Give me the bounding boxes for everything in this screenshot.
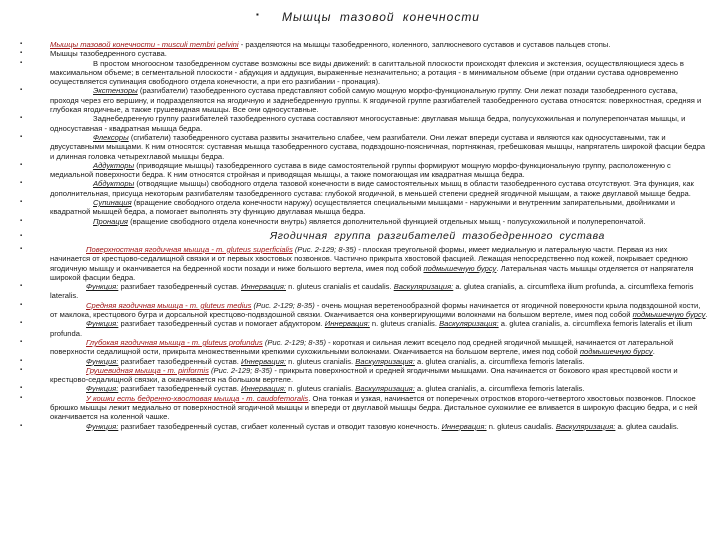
paragraph xyxy=(20,133,708,161)
muscle-text: - прикрыта поверхностной и средней ягодичными мышцами. Она начинается от бокового края крестцовой кости и крестцово-седалищной связки, а оканчивается на большом вертеле. xyxy=(50,365,678,385)
bullet-icon: ▪ xyxy=(20,394,23,401)
bullet-icon: ▪ xyxy=(20,245,23,252)
muscle-name: Грушевидная мышца - m. piriformis xyxy=(86,365,209,375)
muscle-description xyxy=(20,301,708,320)
bullet-icon: ▪ xyxy=(20,366,23,373)
bullet-icon: ▪ xyxy=(20,199,23,206)
innervation-label: Иннервация: xyxy=(324,319,370,329)
bullet-icon: ▪ xyxy=(20,320,23,327)
muscle-text: - очень мощная веретенообразной формы начинается от ягодичной поверхности крыла подвздошной кости, от маклока, крестцового бугра и дорсальной крестцово-подвздошной связки. Оканчивается она конвергирующими волокнами на большом вертеле, имея под собой xyxy=(50,300,701,320)
paragraph xyxy=(20,86,708,114)
bursa-term: подмышечную бурсу xyxy=(579,347,653,357)
paragraph-text: (вращение свободного отдела конечности наружу) осуществляется специальными мышцами - наружными и внутренним запирательными, двойниками и квадратной мышцей бедра, а помогает выполнять эту функцию двуглавая мышца бедра. xyxy=(50,198,675,217)
paragraph xyxy=(20,59,708,87)
figure-ref: (Рис. 2-129; 8-35) xyxy=(262,337,327,347)
paragraph-text: В простом многоосном тазобедренном суставе возможны все виды движений: в сагиттальной плоскости происходят флексия и экстензия, осуществляющиеся здесь в максимальном объеме; в сегментальной плоскости - абдукция и аддукция, выраженные незначительно; а ротация - в минимальном объеме (при отдании сустава одновременно осуществляется супинация свободного отдела конечности, а при его разгибании - пронация). xyxy=(50,58,684,87)
term-lead: Аддукторы xyxy=(93,160,135,170)
bullet-icon: ▪ xyxy=(20,50,23,57)
function-label: Функция: xyxy=(86,384,119,394)
vasc-text: a. glutea cranialis, a. circumflexa femoris lateralis et ilium profunda. xyxy=(50,319,693,338)
muscle-name: Поверхностная ягодичная мышца - m. gluteus superficialis xyxy=(86,244,293,254)
innervation-text: n. gluteus caudalis. xyxy=(488,421,554,431)
section-heading: Ягодичная группа разгибателей тазобедренного сустава xyxy=(270,229,605,242)
bullet-icon: ▪ xyxy=(20,338,23,345)
vasc-text: a. glutea cranialis, a. circumflexa femoris lateralis. xyxy=(416,356,585,366)
vasc-text: a. glutea caudalis. xyxy=(617,421,679,431)
paragraph xyxy=(20,198,708,217)
paragraph xyxy=(20,161,708,180)
muscle-name: Глубокая ягодичная мышца - m. gluteus profundus xyxy=(86,337,263,347)
function-label: Функция: xyxy=(86,319,119,329)
paragraph-text: - разделяются на мышцы тазобедренного, коленного, заплюсневого суставов и суставов пальцев стопы. xyxy=(238,40,611,49)
bullet-icon: ▪ xyxy=(20,232,23,239)
bursa-term: подмышечную бурсу xyxy=(423,263,497,273)
vasc-text: a. glutea cranialis, a. circumflexa femoris lateralis. xyxy=(416,384,585,394)
paragraph-text: (разгибатели) тазобедренного сустава представляют собой самую мощную морфо-функциональную группу. Они лежат позади тазобедренного сустава, проходя через его вершину, и подразделяются на ягодичную и заднебедренную группы. К ягодичной группе разгибателей тазобедренного сустава относятся: поверхностная, средняя и глубокая ягодичные, а также грушевидная мышцы. Все они односуставные. xyxy=(50,86,702,115)
title-row xyxy=(0,10,720,28)
innervation-label: Иннервация: xyxy=(241,282,287,292)
muscle-description xyxy=(20,245,708,282)
vasc-label: Васкуляризация: xyxy=(555,421,616,431)
bursa-term: подмышечную бурсу xyxy=(632,310,706,320)
function-line xyxy=(20,357,708,366)
innervation-text: n. gluteus cranialis. xyxy=(288,356,354,366)
muscle-text-tail: . xyxy=(705,310,708,320)
term-lead: Пронация xyxy=(93,216,128,226)
figure-ref: (Рис. 2-129; 8-35) xyxy=(251,300,315,310)
paragraph xyxy=(20,114,708,133)
paragraph-text: (приводящие мышцы) тазобедренного сустава в виде самостоятельной группы формируют мощную морфо-функциональную группу, расположенную с медиальной поверхности бедра. К ним относятся стройная и приводящая мышцы, а также помогающая им квадратная мышца бедра. xyxy=(50,160,671,180)
paragraph-text: (вращение свободного отдела конечности внутрь) является дополнительной функцией отдельных мышц - полусухожильной и полуперепончатой. xyxy=(127,216,646,226)
paragraph-text: (сгибатели) тазобедренного сустава развиты значительно слабее, чем разгибатели. Они лежат впереди сустава и являются как односуставными, так и двусуставными мышцами. К ним относятся: суставная мышца тазобедренного сустава, подвздошно-поясничная, портняжная, гребешковая мышцы, напрягатель широкой фасции бедра и длинная головка четырехглавой мышцы бедра. xyxy=(50,132,706,161)
vasc-label: Васкуляризация: xyxy=(355,356,415,366)
muscle-name: Средняя ягодичная мышца - m. gluteus medius xyxy=(86,300,252,310)
function-label: Функция: xyxy=(86,356,119,366)
paragraph-text: Заднебедренную группу разгибателей тазобедренного сустава составляют многосуставные: двуглавая мышца бедра, полусухожильная и полуперепончатая мышцы, и односуставная - квадратная мышца бедра. xyxy=(50,114,686,133)
bullet-icon: ▪ xyxy=(20,357,23,364)
bullet-icon: ▪ xyxy=(20,87,23,94)
function-line xyxy=(20,422,708,431)
page-title: Мышцы тазовой конечности xyxy=(282,10,480,24)
vasc-label: Васкуляризация: xyxy=(439,319,499,329)
bullet-icon: ▪ xyxy=(20,217,23,224)
term-lead: Флексоры xyxy=(93,132,129,142)
function-text: разгибает тазобедренный сустав и помогает абдуктором. xyxy=(120,319,323,329)
innervation-text: n. gluteus cranialis. xyxy=(288,384,354,394)
function-line xyxy=(20,384,708,393)
muscle-description xyxy=(20,394,708,422)
innervation-label: Иннервация: xyxy=(241,384,287,394)
paragraph-text: Мышцы тазобедренного сустава. xyxy=(50,49,167,59)
innervation-label: Иннервация: xyxy=(441,421,487,431)
paragraph xyxy=(20,217,708,226)
paragraph xyxy=(20,49,708,58)
section-heading-row xyxy=(20,228,708,244)
bullet-icon: ▪ xyxy=(20,385,23,392)
paragraph xyxy=(20,40,708,49)
paragraph-text: (отводящие мышцы) свободного отдела тазовой конечности в виде самостоятельных мышц в области тазобедренного сустава отсутствуют. Эта функция, как дополнительная, присуща некоторым разгибателям тазобедренного сустава: глубокой ягодичной, в меньшей степени средней ягодичной мышцам, а также двуглавой мышце бедра. xyxy=(50,179,694,198)
muscle-text: . Она тонкая и узкая, начинается от поперечных отростков второго-четвертого хвостовых позвонков. Плоское брюшко мышцы лежит медиально от поверхностной ягодичной мышцы и впереди от двуглавой мышцы бедра. Дистальное сухожилие ее вливается в широкую фасцию бедра, и с ней оканчивается на коленной чашке. xyxy=(50,393,698,422)
function-label: Функция: xyxy=(86,282,119,292)
bullet-icon: ▪ xyxy=(20,422,23,429)
function-text: разгибает тазобедренный сустав. xyxy=(120,356,239,366)
term-lead: Абдукторы xyxy=(93,179,135,189)
figure-ref: (Рис. 2-129; 8-35) xyxy=(292,244,357,254)
muscle-text: - короткая и сильная лежит всецело под средней ягодичной мышцей, начинается от латеральной поверхности седалищной ости, прикрыта множественными крепкими сухожильными волокнами. Оканчивается на большом вертеле, имея под собой xyxy=(50,337,674,357)
muscle-text: - плоская треугольной формы, имеет медиальную и латеральную части. Первая из них начинается от крестцово-седалищной связки и от первых хвостовых позвонков. Частично прикрыта хвостовой фасцией. Лежащая непосредственно под кожей, покрывает среднюю ягодичную мышцу и оканчивается на бедренной кости позади и ниже большого вертела, имея под собой xyxy=(50,244,688,273)
function-text: разгибает тазобедренный сустав, сгибает коленный сустав и отводит тазовую конечность. xyxy=(120,421,440,431)
muscle-text-tail: . xyxy=(652,347,655,357)
muscle-description xyxy=(20,366,708,385)
innervation-text: n. gluteus cranialis et caudalis. xyxy=(288,282,392,292)
vasc-label: Васкуляризация: xyxy=(393,282,454,292)
document-body xyxy=(20,40,708,431)
figure-ref: (Рис. 2-129; 8-35) xyxy=(208,365,273,375)
vasc-text: a. glutea cranialis, a. circumflexa ilium profunda, a. circumflexa femoris lateralis. xyxy=(50,282,694,301)
paragraph xyxy=(20,179,708,198)
bullet-icon: ▪ xyxy=(20,180,23,187)
innervation-label: Иннервация: xyxy=(241,356,287,366)
muscle-description xyxy=(20,338,708,357)
bullet-icon: ▪ xyxy=(20,301,23,308)
innervation-text: n. gluteus cranialis. xyxy=(371,319,437,329)
muscle-name: У кошки есть бедренно-хвостовая мышца - m. caudofemoralis xyxy=(86,393,309,403)
bullet-icon: ▪ xyxy=(20,115,23,122)
bullet-icon: ▪ xyxy=(20,133,23,140)
term-lead: Мышцы тазовой конечности - musculi membri pelvini xyxy=(50,40,239,49)
bullet-icon: ▪ xyxy=(20,161,23,168)
function-text: разгибает тазобедренный сустав. xyxy=(120,384,239,394)
muscle-text-tail: . Латеральная часть мышцы отделяется от напрягателя широкой фасции бедра. xyxy=(50,263,694,282)
bullet-icon: ▪ xyxy=(256,10,259,19)
function-text: разгибает тазобедренный сустав. xyxy=(120,282,239,292)
function-line xyxy=(20,319,708,338)
function-label: Функция: xyxy=(86,421,119,431)
term-lead: Экстензоры xyxy=(93,86,138,96)
vasc-label: Васкуляризация: xyxy=(355,384,415,394)
bullet-icon: ▪ xyxy=(20,41,23,47)
function-line xyxy=(20,282,708,301)
bullet-icon: ▪ xyxy=(20,59,23,66)
term-lead: Супинация xyxy=(93,198,132,208)
bullet-icon: ▪ xyxy=(20,283,23,290)
